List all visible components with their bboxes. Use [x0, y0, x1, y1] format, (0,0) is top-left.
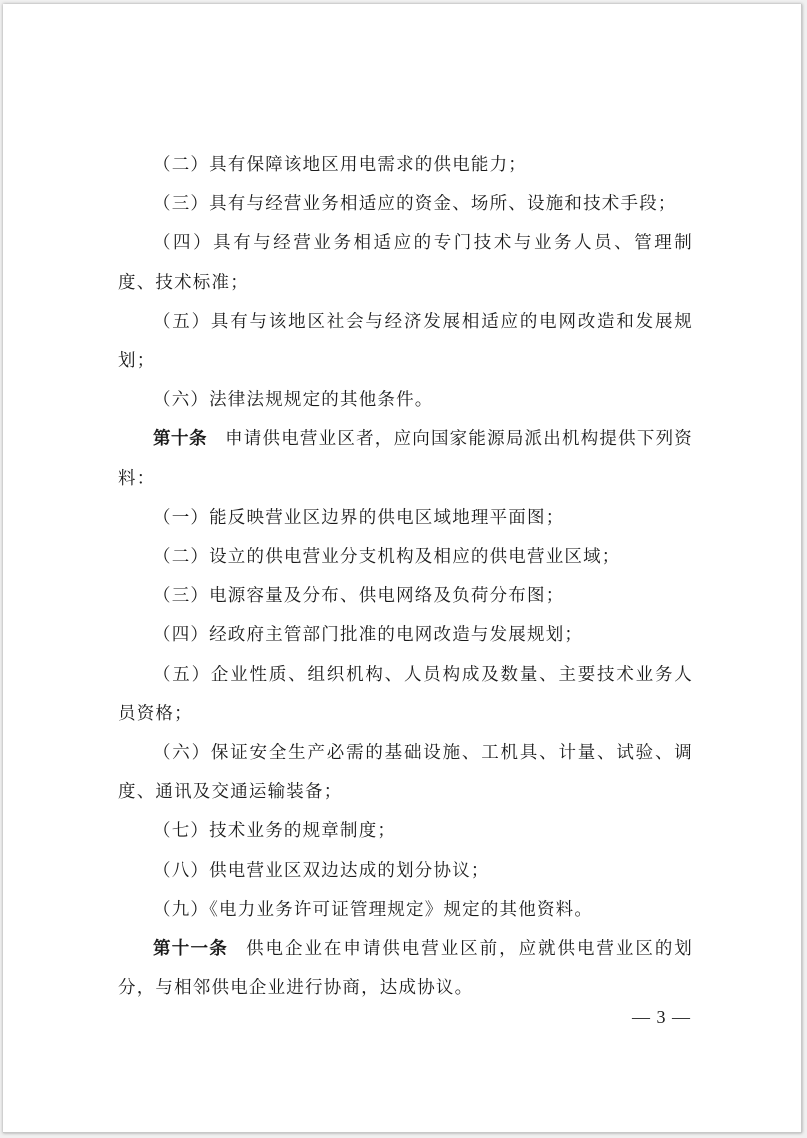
- clause-paragraph: （八）供电营业区双边达成的划分协议；: [153, 860, 490, 881]
- clause-paragraph: （七）技术业务的规章制度；: [153, 821, 397, 842]
- clause-paragraph: （六）保证安全生产必需的基础设施、工机具、计量、试验、调度、通讯及交通运输装备；: [118, 743, 693, 803]
- article-label: 第十一条: [153, 939, 229, 960]
- page-body: [118, 146, 693, 1008]
- clause-paragraph: （九）《电力业务许可证管理规定》规定的其他资料。: [153, 899, 594, 920]
- document-page: [3, 4, 802, 1133]
- clause-paragraph: （二）具有保障该地区用电需求的供电能力；: [153, 155, 527, 175]
- article-paragraph: 第十条 申请供电营业区者，应向国家能源局派出机构提供下列资料：: [118, 429, 694, 489]
- article-paragraph: 第十一条 供电企业在申请供电营业区前，应就供电营业区的划分，与相邻供电企业进行协商，达成协议。: [118, 939, 693, 999]
- clause-paragraph: （四）具有与经营业务相适应的专门技术与业务人员、管理制度、技术标准；: [118, 233, 693, 293]
- article-label: 第十条: [153, 429, 208, 450]
- page-number: — 3 —: [632, 1007, 691, 1027]
- clause-paragraph: （五）具有与该地区社会与经济发展相适应的电网改造和发展规划；: [118, 311, 693, 372]
- clause-paragraph: （一）能反映营业区边界的供电区域地理平面图；: [153, 507, 565, 528]
- clause-paragraph: （三）电源容量及分布、供电网络及负荷分布图；: [153, 586, 565, 607]
- clause-paragraph: （四）经政府主管部门批准的电网改造与发展规划；: [153, 625, 584, 646]
- clause-paragraph: （三）具有与经营业务相适应的资金、场所、设施和技术手段；: [153, 194, 677, 215]
- clause-paragraph: （二）设立的供电营业分支机构及相应的供电营业区域；: [153, 547, 621, 568]
- clause-paragraph: （六）法律法规规定的其他条件。: [153, 390, 434, 411]
- clause-paragraph: （五）企业性质、组织机构、人员构成及数量、主要技术业务人员资格；: [118, 664, 693, 724]
